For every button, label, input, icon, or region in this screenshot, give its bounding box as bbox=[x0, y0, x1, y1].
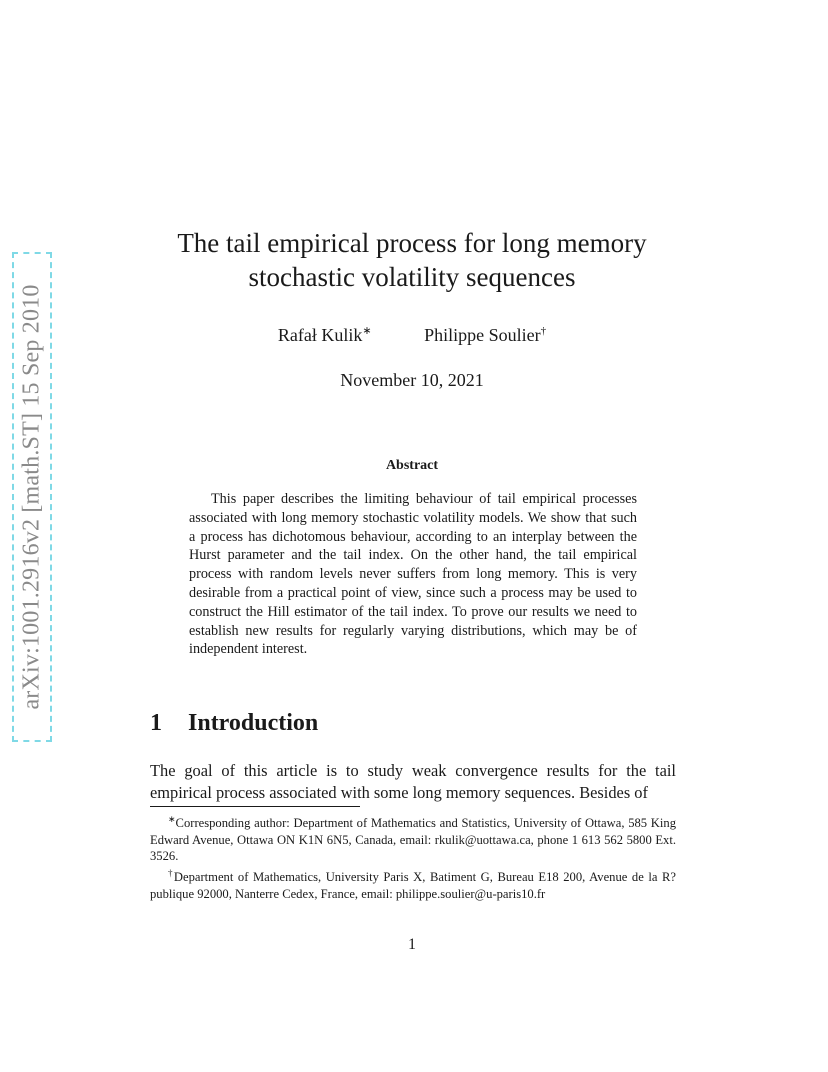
footnotes bbox=[150, 811, 676, 902]
arxiv-stamp-text: arXiv:1001.2916v2 [math.ST] 15 Sep 2010 bbox=[18, 284, 45, 710]
author-name: Philippe Soulier bbox=[424, 325, 541, 345]
footnote-divider bbox=[150, 806, 360, 807]
footnote-text: Corresponding author: Department of Mathematics and Statistics, University of Ottawa, 585 King Edward Avenue, Ottawa ON K1N 6N5, Canada, email: rkulik@uottawa.ca, phone 1 613 562 5800 Ext. 3526. bbox=[150, 816, 676, 864]
title-line-1: The tail empirical process for long memory bbox=[177, 228, 647, 258]
author-soulier bbox=[424, 325, 546, 346]
arxiv-stamp bbox=[12, 252, 52, 742]
author-kulik bbox=[278, 324, 372, 346]
intro-paragraph: The goal of this article is to study weak convergence results for the tail empirical process associated with some long memory sequences. Besides of bbox=[150, 761, 676, 802]
section-title: Introduction bbox=[188, 710, 319, 736]
page-number: 1 bbox=[408, 936, 416, 953]
footnote-mark: † bbox=[540, 325, 547, 337]
section-heading bbox=[150, 710, 318, 737]
author-list bbox=[150, 324, 674, 346]
author-name: Rafał Kulik bbox=[277, 325, 363, 345]
footnote-1 bbox=[150, 811, 676, 865]
footnote-mark: ∗ bbox=[362, 325, 372, 337]
paper-date: November 10, 2021 bbox=[340, 370, 484, 390]
section-number: 1 bbox=[150, 710, 162, 736]
footnote-mark: ∗ bbox=[168, 814, 176, 824]
footnote-text: Department of Mathematics, University Paris X, Batiment G, Bureau E18 200, Avenue de la R?publique 92000, Nanterre Cedex, France, email: philippe.soulier@u-paris10.fr bbox=[150, 870, 676, 901]
footnote-mark: † bbox=[168, 867, 174, 878]
footnote-2 bbox=[150, 865, 676, 902]
paper-title bbox=[150, 226, 674, 294]
abstract-heading: Abstract bbox=[385, 458, 439, 473]
title-line-2: stochastic volatility sequences bbox=[248, 262, 576, 292]
abstract-text: This paper describes the limiting behaviour of tail empirical processes associated with long memory stochastic volatility models. We show that such a process has dichotomous behaviour, according to an interplay between the Hurst parameter and the tail index. On the other hand, the tail empirical process with random levels never suffers from long memory. This is very desirable from a practical point of view, since such a process may be used to construct the Hill estimator of the tail index. To prove our results we need to establish new results for regularly varying distributions, which may be of independent interest. bbox=[189, 491, 637, 658]
